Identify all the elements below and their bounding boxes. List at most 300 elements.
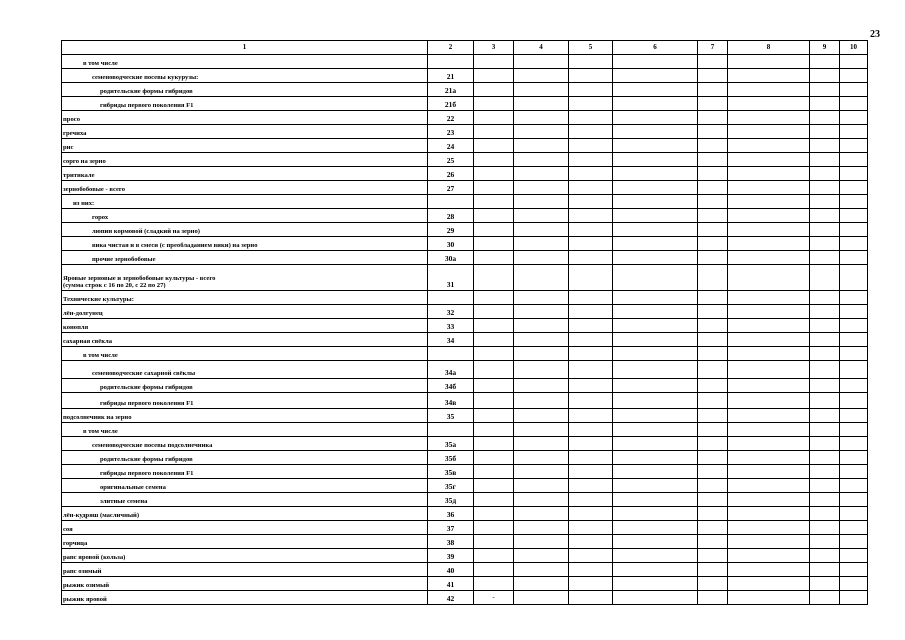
data-cell-col10: [840, 167, 868, 181]
data-cell-col8: [728, 167, 810, 181]
data-cell-col3: [474, 493, 514, 507]
table-row: [62, 251, 868, 265]
data-cell-col5: [569, 291, 613, 305]
row-code: 21а: [428, 83, 474, 97]
data-cell-col5: [569, 195, 613, 209]
data-cell-col10: [840, 577, 868, 591]
data-cell-col8: [728, 291, 810, 305]
row-code: 21б: [428, 97, 474, 111]
data-cell-col7: [698, 223, 728, 237]
data-cell-col5: [569, 251, 613, 265]
row-code: 39: [428, 549, 474, 563]
data-cell-col6: [613, 591, 698, 605]
header-row: [62, 41, 868, 55]
data-cell-col3: [474, 139, 514, 153]
data-cell-col9: [810, 97, 840, 111]
data-cell-col6: [613, 97, 698, 111]
table-row: [62, 521, 868, 535]
data-cell-col9: [810, 423, 840, 437]
data-cell-col8: [728, 305, 810, 319]
data-cell-col10: [840, 125, 868, 139]
data-cell-col7: [698, 125, 728, 139]
table-row: [62, 305, 868, 319]
data-cell-col6: [613, 319, 698, 333]
data-cell-col5: [569, 111, 613, 125]
data-cell-col7: [698, 379, 728, 393]
data-cell-col4: [514, 535, 569, 549]
row-code: 38: [428, 535, 474, 549]
data-cell-col6: [613, 55, 698, 69]
data-cell-col9: [810, 69, 840, 83]
data-cell-col5: [569, 549, 613, 563]
data-cell-col9: [810, 493, 840, 507]
data-cell-col3: [474, 265, 514, 291]
column-header-1: 1: [62, 41, 428, 55]
data-cell-col10: [840, 347, 868, 361]
row-code: 35в: [428, 465, 474, 479]
row-label: рапс озимый: [62, 563, 428, 577]
data-cell-col8: [728, 83, 810, 97]
data-cell-col10: [840, 97, 868, 111]
data-cell-col5: [569, 209, 613, 223]
data-cell-col6: [613, 305, 698, 319]
data-cell-col3: [474, 451, 514, 465]
data-cell-col6: [613, 549, 698, 563]
data-cell-col10: [840, 265, 868, 291]
data-cell-col3: [474, 251, 514, 265]
data-cell-col5: [569, 319, 613, 333]
data-cell-col5: [569, 507, 613, 521]
data-cell-col5: [569, 423, 613, 437]
data-cell-col10: [840, 181, 868, 195]
data-cell-col8: [728, 55, 810, 69]
data-cell-col4: [514, 111, 569, 125]
row-code: 34а: [428, 361, 474, 379]
row-code: 25: [428, 153, 474, 167]
row-label: подсолнечник на зерно: [62, 409, 428, 423]
data-cell-col10: [840, 237, 868, 251]
table-row: [62, 361, 868, 379]
row-code: 23: [428, 125, 474, 139]
data-cell-col4: [514, 209, 569, 223]
table-row: [62, 535, 868, 549]
row-label: семеноводческие посевы кукурузы:: [62, 69, 428, 83]
data-cell-col9: [810, 333, 840, 347]
data-cell-col9: [810, 181, 840, 195]
data-cell-col5: [569, 577, 613, 591]
data-cell-col8: [728, 591, 810, 605]
data-cell-col8: [728, 437, 810, 451]
data-cell-col3: [474, 535, 514, 549]
row-label: просо: [62, 111, 428, 125]
data-cell-col3: [474, 479, 514, 493]
data-cell-col4: [514, 479, 569, 493]
data-cell-col10: [840, 361, 868, 379]
data-cell-col5: [569, 493, 613, 507]
data-cell-col4: [514, 379, 569, 393]
data-cell-col3: [474, 563, 514, 577]
data-cell-col10: [840, 139, 868, 153]
data-cell-col6: [613, 493, 698, 507]
data-cell-col4: [514, 347, 569, 361]
data-cell-col6: [613, 333, 698, 347]
data-cell-col9: [810, 549, 840, 563]
data-cell-col9: [810, 479, 840, 493]
data-cell-col4: [514, 223, 569, 237]
data-cell-col7: [698, 577, 728, 591]
row-code: [428, 291, 474, 305]
data-cell-col3: [474, 507, 514, 521]
data-cell-col5: [569, 563, 613, 577]
data-cell-col5: [569, 535, 613, 549]
data-cell-col7: [698, 305, 728, 319]
data-cell-col7: [698, 423, 728, 437]
data-cell-col10: [840, 83, 868, 97]
row-code: 37: [428, 521, 474, 535]
data-cell-col3: -: [474, 591, 514, 605]
row-code: 35а: [428, 437, 474, 451]
data-cell-col8: [728, 237, 810, 251]
data-cell-col4: [514, 333, 569, 347]
data-cell-col4: [514, 291, 569, 305]
data-cell-col4: [514, 237, 569, 251]
data-cell-col8: [728, 409, 810, 423]
data-cell-col9: [810, 55, 840, 69]
data-cell-col6: [613, 409, 698, 423]
table-body: [62, 55, 868, 605]
row-label: лён-кудряш (масличный): [62, 507, 428, 521]
data-cell-col3: [474, 437, 514, 451]
data-cell-col9: [810, 209, 840, 223]
data-cell-col10: [840, 423, 868, 437]
data-cell-col9: [810, 83, 840, 97]
row-label: вика чистая и в смеси (с преобладанием вики) на зерно: [62, 237, 428, 251]
data-cell-col9: [810, 319, 840, 333]
data-cell-col6: [613, 251, 698, 265]
data-cell-col8: [728, 69, 810, 83]
row-label: семеноводческие сахарной свёклы: [62, 361, 428, 379]
data-cell-col3: [474, 319, 514, 333]
data-cell-col9: [810, 167, 840, 181]
data-cell-col5: [569, 451, 613, 465]
data-cell-col6: [613, 379, 698, 393]
data-cell-col10: [840, 549, 868, 563]
row-label: семеноводческие посевы подсолнечника: [62, 437, 428, 451]
data-cell-col6: [613, 223, 698, 237]
data-cell-col5: [569, 347, 613, 361]
data-cell-col9: [810, 437, 840, 451]
data-cell-col10: [840, 55, 868, 69]
data-cell-col6: [613, 195, 698, 209]
data-cell-col5: [569, 223, 613, 237]
data-cell-col7: [698, 69, 728, 83]
data-cell-col10: [840, 507, 868, 521]
row-label: оригинальные семена: [62, 479, 428, 493]
row-label: элитные семена: [62, 493, 428, 507]
data-cell-col10: [840, 319, 868, 333]
data-cell-col5: [569, 333, 613, 347]
table-row: [62, 591, 868, 605]
column-header-9: 9: [810, 41, 840, 55]
row-code: 29: [428, 223, 474, 237]
row-label: прочие зернобобовые: [62, 251, 428, 265]
data-cell-col9: [810, 251, 840, 265]
table-row: [62, 493, 868, 507]
data-cell-col6: [613, 181, 698, 195]
table-row: [62, 139, 868, 153]
data-cell-col9: [810, 507, 840, 521]
data-cell-col10: [840, 535, 868, 549]
data-cell-col4: [514, 139, 569, 153]
data-cell-col6: [613, 347, 698, 361]
data-cell-col10: [840, 437, 868, 451]
row-code: 28: [428, 209, 474, 223]
data-cell-col5: [569, 55, 613, 69]
table-row: [62, 167, 868, 181]
table-row: [62, 319, 868, 333]
data-cell-col3: [474, 521, 514, 535]
data-cell-col6: [613, 69, 698, 83]
table-row: [62, 125, 868, 139]
row-code: 34б: [428, 379, 474, 393]
data-cell-col9: [810, 563, 840, 577]
table-row: [62, 69, 868, 83]
data-cell-col4: [514, 393, 569, 409]
data-cell-col3: [474, 209, 514, 223]
data-cell-col8: [728, 347, 810, 361]
row-label: рис: [62, 139, 428, 153]
data-cell-col6: [613, 465, 698, 479]
row-label: Технические культуры:: [62, 291, 428, 305]
table-row: [62, 111, 868, 125]
data-cell-col4: [514, 125, 569, 139]
page-number: 23: [870, 29, 880, 40]
data-cell-col10: [840, 111, 868, 125]
data-cell-col10: [840, 223, 868, 237]
data-cell-col8: [728, 181, 810, 195]
data-cell-col7: [698, 251, 728, 265]
row-label: лён-долгунец: [62, 305, 428, 319]
data-cell-col5: [569, 479, 613, 493]
table-row: [62, 465, 868, 479]
row-code: 31: [428, 265, 474, 291]
data-cell-col4: [514, 55, 569, 69]
data-cell-col10: [840, 379, 868, 393]
data-cell-col4: [514, 521, 569, 535]
data-cell-col5: [569, 361, 613, 379]
row-code: 35г: [428, 479, 474, 493]
data-cell-col5: [569, 83, 613, 97]
data-cell-col8: [728, 265, 810, 291]
data-cell-col3: [474, 549, 514, 563]
data-cell-col9: [810, 535, 840, 549]
data-cell-col7: [698, 139, 728, 153]
table-row: [62, 237, 868, 251]
data-cell-col9: [810, 139, 840, 153]
row-label: гибриды первого поколения F1: [62, 465, 428, 479]
data-cell-col6: [613, 437, 698, 451]
data-cell-col8: [728, 479, 810, 493]
data-cell-col5: [569, 465, 613, 479]
data-cell-col9: [810, 223, 840, 237]
data-cell-col7: [698, 55, 728, 69]
data-cell-col8: [728, 563, 810, 577]
row-label: рыжик яровой: [62, 591, 428, 605]
data-cell-col7: [698, 409, 728, 423]
data-cell-col3: [474, 237, 514, 251]
data-cell-col5: [569, 393, 613, 409]
row-label: из них:: [62, 195, 428, 209]
table-row: [62, 451, 868, 465]
data-cell-col6: [613, 111, 698, 125]
row-code: 32: [428, 305, 474, 319]
data-cell-col6: [613, 125, 698, 139]
data-cell-col7: [698, 549, 728, 563]
data-cell-col8: [728, 465, 810, 479]
data-cell-col9: [810, 591, 840, 605]
data-cell-col9: [810, 409, 840, 423]
row-code: 30: [428, 237, 474, 251]
column-header-3: 3: [474, 41, 514, 55]
data-cell-col4: [514, 167, 569, 181]
data-cell-col5: [569, 521, 613, 535]
data-cell-col6: [613, 535, 698, 549]
column-header-10: 10: [840, 41, 868, 55]
data-cell-col8: [728, 251, 810, 265]
data-cell-col7: [698, 167, 728, 181]
data-cell-col9: [810, 265, 840, 291]
data-cell-col4: [514, 409, 569, 423]
data-cell-col3: [474, 167, 514, 181]
data-cell-col8: [728, 333, 810, 347]
data-cell-col8: [728, 153, 810, 167]
data-cell-col7: [698, 333, 728, 347]
data-cell-col3: [474, 55, 514, 69]
data-cell-col8: [728, 535, 810, 549]
data-cell-col7: [698, 479, 728, 493]
table-row: [62, 379, 868, 393]
data-cell-col6: [613, 153, 698, 167]
data-cell-col7: [698, 97, 728, 111]
table-row: [62, 479, 868, 493]
data-cell-col4: [514, 361, 569, 379]
data-cell-col4: [514, 465, 569, 479]
row-code: 35б: [428, 451, 474, 465]
data-cell-col6: [613, 577, 698, 591]
data-cell-col10: [840, 465, 868, 479]
data-cell-col9: [810, 195, 840, 209]
data-cell-col7: [698, 181, 728, 195]
data-cell-col8: [728, 111, 810, 125]
data-cell-col10: [840, 409, 868, 423]
data-cell-col7: [698, 209, 728, 223]
data-cell-col10: [840, 251, 868, 265]
row-code: 35: [428, 409, 474, 423]
data-cell-col3: [474, 223, 514, 237]
data-cell-col10: [840, 521, 868, 535]
row-code: 27: [428, 181, 474, 195]
row-code: [428, 347, 474, 361]
data-cell-col5: [569, 139, 613, 153]
table-row: [62, 153, 868, 167]
row-label: в том числе: [62, 55, 428, 69]
data-cell-col5: [569, 305, 613, 319]
data-cell-col9: [810, 451, 840, 465]
data-cell-col8: [728, 549, 810, 563]
data-cell-col5: [569, 265, 613, 291]
data-cell-col3: [474, 361, 514, 379]
data-cell-col10: [840, 333, 868, 347]
row-label: рапс яровой (кольза): [62, 549, 428, 563]
data-cell-col10: [840, 153, 868, 167]
data-cell-col5: [569, 153, 613, 167]
row-label: горчица: [62, 535, 428, 549]
table-row: [62, 549, 868, 563]
row-code: 41: [428, 577, 474, 591]
data-cell-col10: [840, 393, 868, 409]
table-row: [62, 55, 868, 69]
data-cell-col10: [840, 69, 868, 83]
data-cell-col9: [810, 393, 840, 409]
row-code: 26: [428, 167, 474, 181]
row-code: 22: [428, 111, 474, 125]
row-code: 35д: [428, 493, 474, 507]
row-label: сахарная свёкла: [62, 333, 428, 347]
table-row: [62, 83, 868, 97]
data-cell-col8: [728, 393, 810, 409]
row-code: 24: [428, 139, 474, 153]
row-label: тритикале: [62, 167, 428, 181]
table-row: [62, 265, 868, 291]
data-cell-col4: [514, 423, 569, 437]
data-cell-col6: [613, 237, 698, 251]
data-cell-col4: [514, 153, 569, 167]
data-cell-col7: [698, 265, 728, 291]
column-header-4: 4: [514, 41, 569, 55]
data-cell-col7: [698, 507, 728, 521]
data-cell-col4: [514, 195, 569, 209]
data-cell-col8: [728, 125, 810, 139]
data-cell-col9: [810, 237, 840, 251]
row-code: 21: [428, 69, 474, 83]
row-code: 36: [428, 507, 474, 521]
column-header-7: 7: [698, 41, 728, 55]
table-row: [62, 195, 868, 209]
data-cell-col3: [474, 111, 514, 125]
data-cell-col5: [569, 181, 613, 195]
table-row: [62, 209, 868, 223]
data-cell-col10: [840, 591, 868, 605]
data-cell-col8: [728, 223, 810, 237]
data-cell-col3: [474, 379, 514, 393]
data-cell-col4: [514, 181, 569, 195]
row-label: гибриды первого поколения F1: [62, 393, 428, 409]
data-cell-col4: [514, 83, 569, 97]
data-cell-col10: [840, 479, 868, 493]
data-cell-col7: [698, 361, 728, 379]
data-cell-col9: [810, 305, 840, 319]
row-label: в том числе: [62, 347, 428, 361]
row-code: 34в: [428, 393, 474, 409]
data-cell-col5: [569, 379, 613, 393]
table-row: [62, 181, 868, 195]
data-cell-col10: [840, 209, 868, 223]
data-cell-col3: [474, 291, 514, 305]
data-cell-col4: [514, 265, 569, 291]
data-cell-col4: [514, 319, 569, 333]
data-cell-col8: [728, 97, 810, 111]
data-cell-col6: [613, 209, 698, 223]
